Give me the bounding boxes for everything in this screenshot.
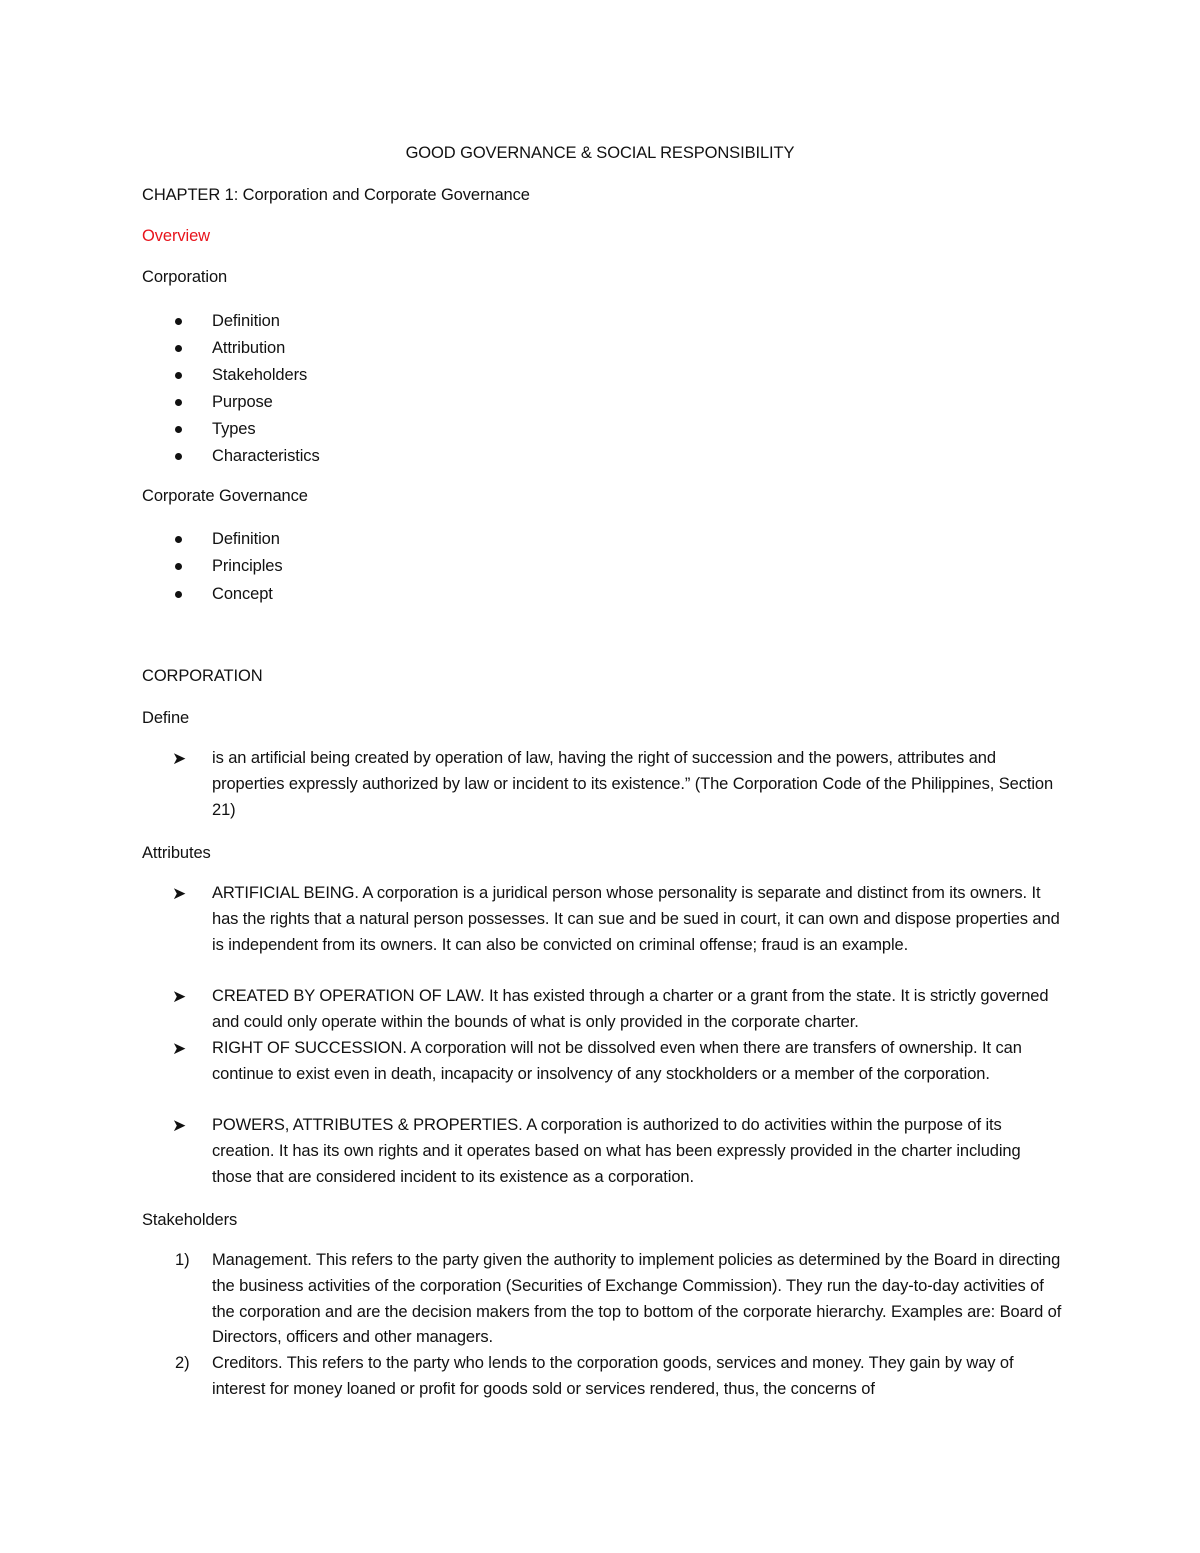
document-title: GOOD GOVERNANCE & SOCIAL RESPONSIBILITY — [405, 144, 795, 162]
list-number: 1) — [175, 1251, 190, 1269]
bullet-icon — [175, 591, 182, 598]
list-number: 2) — [175, 1354, 190, 1372]
bullet-icon — [175, 318, 182, 325]
bullet-icon — [175, 372, 182, 379]
arrow-bullet-icon: ➤ — [172, 749, 187, 769]
list-item: RIGHT OF SUCCESSION. A corporation will not be dissolved even when there are transfers of ownership. It can continue to exist even in death, incapacity or insolvency of any stockholders or a member of the corporation. — [212, 1039, 1022, 1083]
chapter-heading: CHAPTER 1: Corporation and Corporate Governance — [142, 186, 530, 204]
list-item: Characteristics — [212, 447, 320, 465]
arrow-bullet-icon: ➤ — [172, 1116, 187, 1136]
list-item: Stakeholders — [212, 366, 308, 384]
list-item: Principles — [212, 557, 283, 575]
bullet-icon — [175, 345, 182, 352]
define-text: is an artificial being created by operation of law, having the right of succession and the powers, attributes and properties expressly authorized by law or incident to its existence.” (The Corporation Code of the Philippines, Section 21) — [212, 749, 1054, 819]
bullet-icon — [175, 536, 182, 543]
attributes-heading: Attributes — [142, 844, 211, 862]
bullet-icon — [175, 563, 182, 570]
arrow-bullet-icon: ➤ — [172, 884, 187, 904]
list-item: Management. This refers to the party given the authority to implement policies as determined by the Board in directing the business activities of the corporation (Securities of Exchange Commission). They run the day-to-day activities of the corporation and are the decision makers from the top to bottom of the corporate hierarchy. Examples are: Board of Directors, officers and other managers. — [212, 1251, 1062, 1347]
list-item: Attribution — [212, 339, 286, 357]
bullet-icon — [175, 453, 182, 460]
list-item: POWERS, ATTRIBUTES & PROPERTIES. A corporation is authorized to do activities within the purpose of its creation. It has its own rights and it operates based on what has been expressly provided in the charter including those that are considered incident to its existence as a corporation. — [212, 1116, 1021, 1186]
corporation-subheading: Corporation — [142, 268, 228, 286]
define-heading: Define — [142, 709, 190, 727]
governance-subheading: Corporate Governance — [142, 487, 308, 505]
section-heading: CORPORATION — [142, 667, 263, 685]
list-item: ARTIFICIAL BEING. A corporation is a juridical person whose personality is separate and distinct from its owners. It has the rights that a natural person possesses. It can sue and be sued in court, it can own and dispose properties and is independent from its owners. It can also be convicted on criminal offense; fraud is an example. — [212, 884, 1060, 954]
bullet-icon — [175, 426, 182, 433]
arrow-bullet-icon: ➤ — [172, 987, 187, 1007]
list-item: Purpose — [212, 393, 273, 411]
stakeholders-heading: Stakeholders — [142, 1211, 238, 1229]
list-item: Concept — [212, 585, 273, 603]
list-item: Types — [212, 420, 256, 438]
list-item: Definition — [212, 312, 280, 330]
list-item: CREATED BY OPERATION OF LAW. It has existed through a charter or a grant from the state. It is strictly governed and could only operate within the bounds of what is only provided in the corporate charter. — [212, 987, 1049, 1031]
list-item: Definition — [212, 530, 280, 548]
bullet-icon — [175, 399, 182, 406]
overview-heading: Overview — [142, 227, 210, 245]
arrow-bullet-icon: ➤ — [172, 1039, 187, 1059]
list-item: Creditors. This refers to the party who lends to the corporation goods, services and money. They gain by way of interest for money loaned or profit for goods sold or services rendered, thus, the concerns of — [212, 1354, 1014, 1398]
